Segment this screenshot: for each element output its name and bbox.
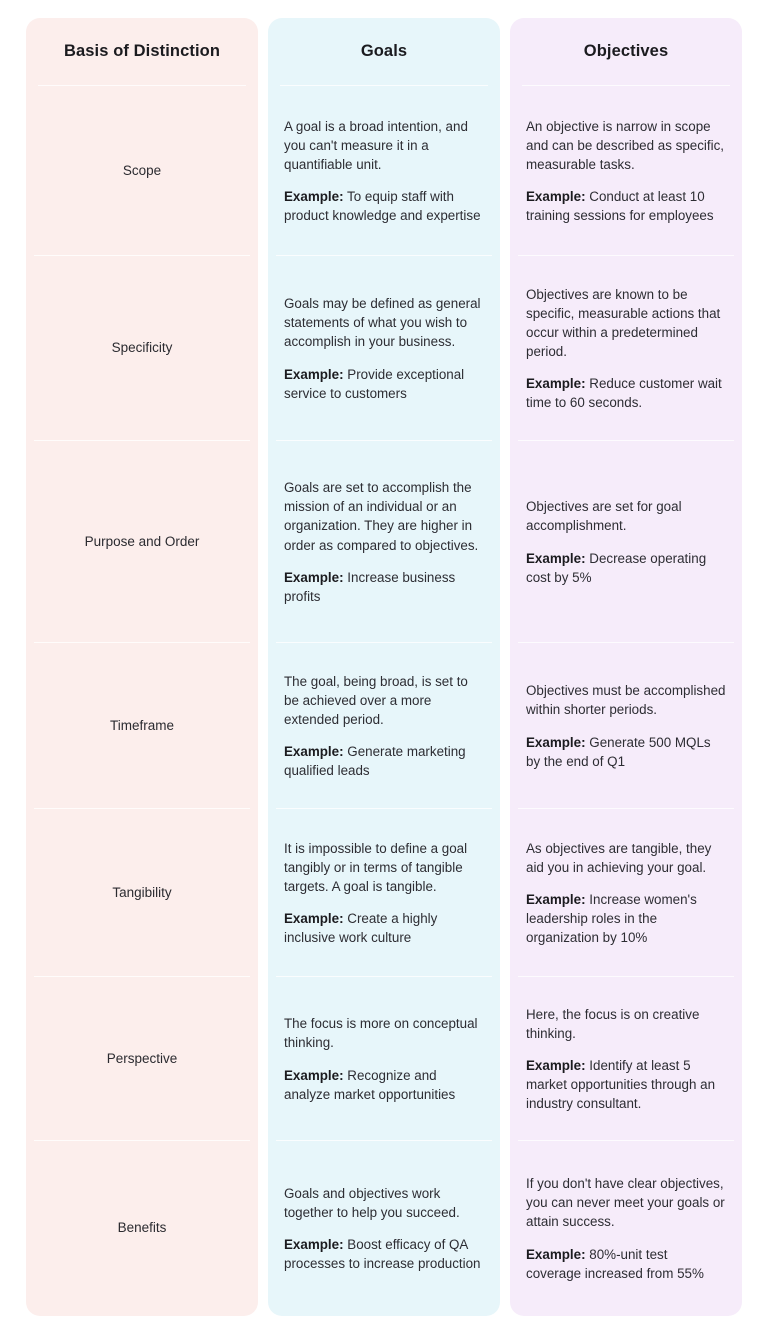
cell-description: Goals are set to accomplish the mission of an individual or an organization. They are higher in order as compared to objectives. (284, 480, 479, 553)
cell-goals-benefits (268, 1141, 500, 1316)
example-label: Example: (284, 911, 344, 927)
example-text: Reduce customer wait time to 60 seconds. (526, 376, 722, 411)
column-header-goals (268, 18, 500, 86)
cell-goals-purpose-and-order (268, 441, 500, 643)
cell-objectives-benefits (510, 1141, 742, 1316)
row-label-scope: Scope (122, 162, 162, 178)
example-text: Generate marketing qualified leads (284, 744, 466, 779)
example-text: To equip staff with product knowledge and expertise (284, 189, 481, 224)
example-text: Decrease operating cost by 5% (526, 550, 707, 585)
cell-example (284, 1235, 484, 1273)
cell-example (284, 1066, 484, 1104)
example-label: Example: (526, 1246, 586, 1262)
cell-description: A goal is a broad intention, and you can't measure it in a quantifiable unit. (284, 118, 468, 172)
example-label: Example: (284, 189, 344, 205)
column-header-objectives (510, 18, 742, 86)
example-text: Generate 500 MQLs by the end of Q1 (526, 734, 711, 769)
example-text: 80%-unit test coverage increased from 55% (526, 1246, 704, 1281)
cell-example (526, 374, 726, 412)
cell-objectives-timeframe (510, 643, 742, 809)
cell-description: Here, the focus is on creative thinking. (526, 1006, 700, 1041)
cell-description: An objective is narrow in scope and can be described as specific, measurable tasks. (526, 118, 725, 172)
example-label: Example: (284, 744, 344, 760)
example-label: Example: (526, 189, 586, 205)
column-basis-of-distinction (26, 18, 258, 1316)
row-label-timeframe: Timeframe (109, 717, 174, 733)
cell-objectives-scope (510, 86, 742, 256)
column-header-goals-label: Goals (360, 42, 408, 61)
cell-example (526, 1056, 726, 1113)
column-goals (268, 18, 500, 1316)
cell-example (526, 733, 726, 771)
example-label: Example: (526, 734, 586, 750)
cell-example (526, 1245, 726, 1283)
example-text: Increase women's leadership roles in the organization by 10% (526, 891, 697, 946)
example-text: Recognize and analyze market opportunities (284, 1067, 456, 1102)
row-label-perspective: Perspective (106, 1050, 178, 1066)
cell-goals-specificity (268, 256, 500, 441)
cell-example (526, 890, 726, 947)
row-label-cell (26, 977, 258, 1141)
example-text: Boost efficacy of QA processes to increase production (284, 1237, 481, 1272)
row-label-cell (26, 1141, 258, 1316)
cell-goals-scope (268, 86, 500, 256)
cell-description: Goals and objectives work together to help you succeed. (284, 1185, 460, 1220)
example-label: Example: (526, 376, 586, 392)
example-label: Example: (526, 550, 586, 566)
example-label: Example: (526, 891, 586, 907)
column-objectives (510, 18, 742, 1316)
row-label-tangibility: Tangibility (112, 884, 172, 900)
cell-example (284, 365, 484, 403)
cell-example (526, 187, 726, 225)
row-label-specificity: Specificity (111, 340, 173, 356)
cell-description: Goals may be defined as general statements of what you wish to accomplish in your business. (284, 296, 481, 350)
cell-example (526, 549, 726, 587)
row-label-purpose-and-order: Purpose and Order (84, 533, 200, 549)
cell-description: The focus is more on conceptual thinking. (284, 1016, 478, 1051)
row-label-cell (26, 256, 258, 441)
cell-description: It is impossible to define a goal tangibly or in terms of tangible targets. A goal is tangible. (284, 840, 468, 894)
cell-objectives-perspective (510, 977, 742, 1141)
cell-example (284, 909, 484, 947)
row-label-benefits: Benefits (117, 1220, 167, 1236)
example-text: Provide exceptional service to customers (284, 366, 465, 401)
example-text: Create a highly inclusive work culture (284, 911, 438, 946)
example-label: Example: (526, 1057, 586, 1073)
example-label: Example: (284, 1067, 344, 1083)
column-header-basis-label: Basis of Distinction (63, 42, 221, 61)
row-label-cell (26, 441, 258, 643)
example-label: Example: (284, 366, 344, 382)
column-header-basis (26, 18, 258, 86)
cell-goals-tangibility (268, 809, 500, 977)
cell-description: Objectives must be accomplished within shorter periods. (526, 683, 726, 718)
cell-objectives-tangibility (510, 809, 742, 977)
example-label: Example: (284, 569, 344, 585)
cell-description: Objectives are known to be specific, measurable actions that occur within a predetermined period. (526, 286, 721, 359)
cell-goals-timeframe (268, 643, 500, 809)
cell-example (284, 742, 484, 780)
cell-description: As objectives are tangible, they aid you in achieving your goal. (526, 840, 712, 875)
row-label-cell (26, 809, 258, 977)
row-label-cell (26, 86, 258, 256)
cell-description: Objectives are set for goal accomplishment. (526, 499, 682, 534)
example-label: Example: (284, 1237, 344, 1252)
row-label-cell (26, 643, 258, 809)
cell-example (284, 568, 484, 606)
cell-description: If you don't have clear objectives, you can never meet your goals or attain success. (526, 1176, 725, 1230)
example-text: Identify at least 5 market opportunities through an industry consultant. (526, 1057, 716, 1112)
cell-objectives-purpose-and-order (510, 441, 742, 643)
cell-description: The goal, being broad, is set to be achieved over a more extended period. (284, 673, 468, 727)
example-text: Conduct at least 10 training sessions for employees (526, 189, 714, 224)
example-text: Increase business profits (284, 569, 456, 604)
cell-example (284, 187, 484, 225)
column-header-objectives-label: Objectives (583, 42, 669, 61)
cell-objectives-specificity (510, 256, 742, 441)
cell-goals-perspective (268, 977, 500, 1141)
